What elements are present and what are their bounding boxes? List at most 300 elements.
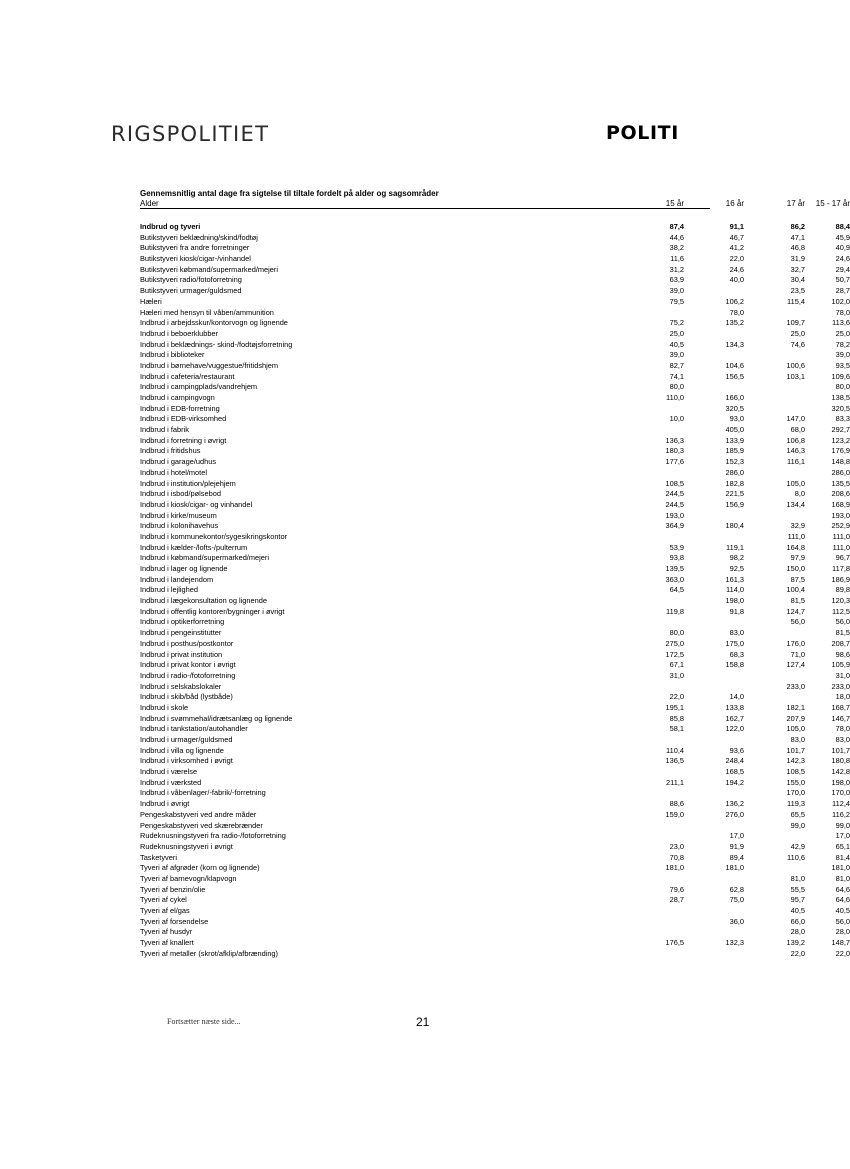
row-value: 97,9	[790, 553, 805, 563]
row-value: 29,4	[835, 264, 850, 274]
row-value: 23,0	[669, 841, 684, 851]
continued-note: Fortsætter næste side...	[167, 1017, 241, 1026]
row-value: 96,7	[835, 553, 850, 563]
row-label: Tyveri af el/gas	[140, 906, 190, 915]
row-value: 64,6	[835, 884, 850, 894]
row-value: 134,4	[786, 499, 805, 509]
row-value: 244,5	[665, 499, 684, 509]
row-value: 116,1	[787, 457, 805, 467]
row-label: Indbrud i våbenlager/-fabrik/-forretning	[140, 788, 266, 798]
row-value: 105,0	[786, 724, 805, 734]
row-value: 166,0	[725, 393, 744, 402]
row-value: 56,0	[835, 916, 850, 926]
row-label: Indbrud i tankstation/autohandler	[140, 724, 248, 734]
row-value: 124,7	[786, 606, 805, 616]
row-value: 32,9	[790, 521, 805, 531]
row-value: 14,0	[729, 692, 744, 702]
table-row	[140, 745, 850, 757]
row-value: 286,0	[725, 467, 744, 477]
row-value: 136,3	[665, 435, 684, 445]
table-row	[140, 820, 850, 832]
row-value: 25,0	[835, 328, 850, 338]
table-row	[140, 542, 850, 554]
table-row	[140, 553, 850, 564]
table-row	[140, 938, 850, 949]
row-value: 45,9	[835, 232, 850, 242]
row-value: 135,2	[725, 318, 744, 328]
row-label: Indbrud i garage/udhus	[140, 457, 217, 467]
row-value: 286,0	[831, 467, 850, 477]
row-value: 172,5	[665, 649, 684, 659]
row-value: 80,0	[835, 382, 850, 392]
row-label: Indbrud i lager og lignende	[140, 564, 228, 573]
row-label: Indbrud i EDB-forretning	[140, 403, 220, 413]
row-label: Indbrud i kolonihavehus	[140, 521, 219, 531]
row-label: Indbrud i institution/plejehjem	[140, 478, 236, 488]
row-label: Indbrud i fabrik	[140, 425, 189, 435]
row-value: 168,5	[725, 767, 744, 777]
row-label: Indbrud i fritidshus	[140, 446, 201, 456]
row-value: 114,0	[726, 585, 744, 595]
row-value: 136,5	[665, 756, 684, 766]
row-value: 119,3	[787, 799, 805, 809]
row-value: 155,0	[786, 777, 805, 787]
row-label: Indbrud i radio-/fotoforretning	[140, 670, 236, 680]
page-number: 21	[416, 1015, 430, 1029]
table-row	[140, 222, 850, 233]
row-value: 31,0	[835, 670, 850, 680]
table-row	[140, 809, 850, 821]
row-value: 68,3	[729, 649, 744, 659]
row-value: 221,5	[725, 489, 744, 499]
row-value: 180,3	[665, 446, 684, 456]
row-value: 103,1	[786, 371, 805, 381]
table-body	[140, 222, 850, 959]
row-value: 44,6	[669, 232, 684, 242]
row-value: 78,0	[835, 724, 850, 734]
table-row	[140, 339, 850, 351]
row-value: 168,9	[831, 499, 850, 509]
row-label: Indbrud i kirke/museum	[140, 510, 217, 520]
table-row	[140, 906, 850, 917]
row-value: 112,4	[832, 799, 850, 809]
table-row	[140, 254, 850, 265]
row-value: 320,5	[725, 403, 744, 413]
row-value: 58,1	[669, 724, 684, 734]
row-value: 67,1	[669, 660, 684, 670]
row-value: 39,0	[835, 350, 850, 360]
table-row	[140, 467, 850, 479]
table-row	[140, 681, 850, 693]
column-header-alder: Alder	[140, 199, 159, 208]
row-label: Indbrud i villa og lignende	[140, 745, 224, 755]
row-value: 176,5	[665, 938, 684, 948]
row-value: 110,6	[787, 852, 805, 862]
table-row	[140, 916, 850, 928]
table-row	[140, 767, 850, 778]
table-row	[140, 884, 850, 896]
row-value: 181,0	[831, 863, 850, 873]
row-label: Indbrud i urmager/guldsmed	[140, 735, 233, 744]
brand-logo-politi: POLITI	[606, 122, 679, 144]
row-value: 93,8	[669, 553, 684, 563]
row-value: 120,3	[831, 596, 850, 606]
row-label: Tyveri af benzin/olie	[140, 884, 206, 894]
table-row	[140, 852, 850, 864]
row-value: 122,0	[725, 724, 744, 734]
row-value: 11,6	[670, 254, 684, 264]
column-header-16: 16 år	[725, 199, 744, 208]
row-label: Indbrud i optikerforretning	[140, 617, 225, 627]
row-label: Indbrud i beklædnings- skind-/fodtøjsforretning	[140, 339, 293, 349]
row-label: Hæleri med hensyn til våben/ammunition	[140, 307, 274, 317]
row-value: 252,9	[831, 521, 850, 531]
row-value: 38,2	[669, 243, 684, 253]
row-value: 115,4	[787, 296, 805, 306]
table-row	[140, 414, 850, 425]
row-value: 55,5	[790, 884, 805, 894]
row-label: Indbrud i kommunekontor/sygesikringskontor	[140, 531, 288, 541]
row-value: 161,3	[725, 574, 744, 584]
row-value: 74,6	[790, 339, 805, 349]
row-label: Indbrud i svømmehal/idrætsanlæg og lignende	[140, 713, 293, 723]
row-value: 208,6	[831, 489, 850, 499]
table-row	[140, 606, 850, 618]
table-row	[140, 831, 850, 842]
row-value: 28,7	[835, 286, 850, 296]
row-label: Indbrud i lægekonsultation og lignende	[140, 596, 267, 606]
table-row	[140, 435, 850, 447]
row-label: Indbrud i værelse	[140, 767, 198, 777]
row-value: 64,5	[669, 585, 684, 595]
row-label: Indbrud i EDB-virksomhed	[140, 414, 227, 424]
table-row	[140, 895, 850, 906]
row-value: 63,9	[669, 275, 684, 285]
row-value: 82,7	[669, 360, 684, 370]
row-value: 98,6	[835, 649, 850, 659]
row-value: 64,6	[835, 895, 850, 905]
row-label: Indbrud i kiosk/cigar- og vinhandel	[140, 499, 253, 509]
row-value: 25,0	[790, 328, 805, 338]
row-value: 147,0	[786, 414, 805, 424]
row-label: Tyveri af metaller (skrot/afklip/afbrænding)	[140, 948, 279, 958]
column-header-17: 17 år	[786, 199, 805, 208]
row-value: 175,0	[725, 638, 744, 648]
row-value: 68,0	[790, 425, 805, 435]
table-row	[140, 692, 850, 703]
table-row	[140, 585, 850, 596]
table-row	[140, 638, 850, 650]
row-value: 22,0	[835, 948, 850, 958]
row-label: Indbrud i beboerklubber	[140, 328, 219, 338]
row-value: 405,0	[725, 425, 744, 435]
row-value: 109,6	[831, 371, 850, 381]
row-value: 275,0	[665, 638, 684, 648]
row-value: 56,0	[790, 617, 805, 627]
table-row	[140, 670, 850, 682]
table-title: Gennemsnitlig antal dage fra sigtelse til tiltale fordelt på alder og sagsområder	[140, 189, 439, 198]
row-value: 41,2	[729, 243, 744, 253]
row-value: 81,5	[790, 596, 805, 606]
column-header-15-17: 15 - 17 år	[815, 199, 850, 208]
row-value: 207,9	[786, 713, 805, 723]
row-value: 36,0	[729, 916, 744, 926]
table-row	[140, 382, 850, 393]
row-value: 181,0	[725, 863, 744, 873]
row-label: Tasketyveri	[140, 852, 177, 862]
table-row	[140, 489, 850, 500]
row-label: Butikstyveri købmand/supermarked/mejeri	[140, 264, 279, 274]
row-value: 195,1	[665, 702, 684, 712]
row-value: 31,0	[669, 670, 684, 680]
table-row	[140, 574, 850, 586]
table-row	[140, 446, 850, 457]
row-value: 23,5	[790, 286, 805, 296]
row-value: 24,6	[729, 264, 744, 274]
row-label: Indbrud i posthus/postkontor	[140, 638, 234, 648]
table-row	[140, 403, 850, 415]
row-label: Indbrud og tyveri	[140, 222, 201, 231]
row-value: 10,0	[669, 414, 684, 424]
row-value: 40,9	[835, 243, 850, 253]
row-value: 134,3	[725, 339, 744, 349]
row-label: Indbrud i børnehave/vuggestue/fritidshjem	[140, 360, 279, 370]
table-row	[140, 713, 850, 725]
row-value: 119,1	[726, 542, 744, 552]
row-value: 194,2	[725, 777, 744, 787]
row-value: 148,8	[831, 457, 850, 467]
row-value: 88,6	[669, 799, 684, 809]
row-value: 111,0	[832, 542, 850, 552]
row-value: 148,7	[831, 938, 850, 948]
table-header-row	[140, 198, 850, 209]
row-label: Indbrud i købmand/supermarked/mejeri	[140, 553, 269, 563]
table-row	[140, 350, 850, 361]
row-value: 108,5	[665, 478, 684, 488]
row-value: 127,4	[786, 660, 805, 670]
row-value: 46,7	[729, 232, 744, 242]
row-value: 276,0	[725, 809, 744, 819]
table-row	[140, 318, 850, 329]
row-value: 116,2	[832, 809, 850, 819]
table-row	[140, 457, 850, 468]
table-row	[140, 275, 850, 286]
row-value: 99,0	[835, 820, 850, 830]
row-label: Indbrud i isbod/pølsebod	[140, 489, 221, 499]
row-value: 8,0	[794, 489, 805, 499]
row-label: Rudeknusningstyveri i øvrigt	[140, 841, 233, 851]
row-value: 182,1	[786, 702, 805, 712]
row-value: 40,5	[669, 339, 684, 349]
row-value: 40,5	[835, 906, 850, 915]
row-label: Indbrud i selskabslokaler	[140, 681, 222, 691]
row-value: 81,0	[790, 873, 805, 883]
row-value: 22,0	[669, 692, 684, 702]
row-label: Pengeskabstyveri ved skærebrænder	[140, 820, 263, 830]
brand-wordmark-rigspolitiet: RIGSPOLITIET	[111, 122, 270, 146]
row-value: 363,0	[665, 574, 684, 584]
row-value: 111,0	[832, 531, 850, 541]
row-value: 28,7	[669, 895, 684, 905]
row-label: Butikstyveri radio/fotoforretning	[140, 275, 242, 285]
row-value: 53,9	[669, 542, 684, 552]
row-value: 79,5	[669, 296, 684, 306]
table-row	[140, 777, 850, 789]
row-label: Hæleri	[140, 296, 162, 306]
row-value: 104,6	[725, 360, 744, 370]
row-label: Butikstyveri fra andre forretninger	[140, 243, 250, 253]
row-label: Tyveri af knallert	[140, 938, 194, 948]
row-value: 32,7	[790, 264, 805, 274]
row-value: 136,2	[725, 799, 744, 809]
row-value: 66,0	[790, 916, 805, 926]
table-row	[140, 756, 850, 767]
row-label: Indbrud i skole	[140, 702, 189, 712]
row-value: 80,0	[669, 382, 684, 392]
row-value: 176,9	[831, 446, 850, 456]
row-value: 180,8	[831, 756, 850, 766]
row-value: 135,5	[831, 478, 850, 488]
row-value: 70,8	[669, 852, 684, 862]
row-value: 25,0	[669, 328, 684, 338]
row-value: 18,0	[835, 692, 850, 702]
row-value: 102,0	[831, 296, 850, 306]
row-value: 106,8	[786, 435, 805, 445]
row-value: 123,2	[831, 435, 850, 445]
row-value: 152,3	[725, 457, 744, 467]
row-value: 233,0	[831, 681, 850, 691]
row-value: 17,0	[729, 831, 744, 841]
row-label: Indbrud i biblioteker	[140, 350, 205, 360]
row-value: 87,4	[669, 222, 684, 231]
row-value: 101,7	[831, 745, 850, 755]
row-value: 364,9	[665, 521, 684, 531]
row-value: 88,4	[835, 222, 850, 231]
row-value: 31,9	[790, 254, 805, 264]
row-value: 93,6	[729, 745, 744, 755]
row-value: 110,4	[666, 745, 684, 755]
row-value: 24,6	[835, 254, 850, 264]
row-value: 198,0	[725, 596, 744, 606]
row-label: Indbrud i campingvogn	[140, 393, 215, 402]
row-value: 193,0	[831, 510, 850, 520]
row-value: 91,9	[729, 841, 744, 851]
row-label: Indbrud i privat kontor i øvrigt	[140, 660, 236, 670]
row-value: 91,8	[729, 606, 744, 616]
row-value: 93,5	[835, 360, 850, 370]
row-label: Indbrud i forretning i øvrigt	[140, 435, 227, 445]
row-value: 112,5	[832, 606, 850, 616]
row-label: Indbrud i privat institution	[140, 649, 223, 659]
row-value: 89,8	[835, 585, 850, 595]
table-row	[140, 264, 850, 276]
row-label: Indbrud i kælder-/lofts-/pulterrum	[140, 542, 248, 552]
table-row	[140, 660, 850, 671]
row-label: Tyveri af afgrøder (korn og lignende)	[140, 863, 260, 873]
row-value: 320,5	[831, 403, 850, 413]
row-value: 177,6	[665, 457, 684, 467]
table-row	[140, 841, 850, 853]
row-value: 146,3	[786, 446, 805, 456]
row-value: 75,2	[669, 318, 684, 328]
row-value: 17,0	[835, 831, 850, 841]
row-value: 91,1	[729, 222, 744, 231]
row-value: 22,0	[790, 948, 805, 958]
row-label: Tyveri af forsendelse	[140, 916, 209, 926]
row-value: 170,0	[786, 788, 805, 798]
table-row	[140, 649, 850, 661]
row-value: 100,6	[786, 360, 805, 370]
row-value: 133,9	[725, 435, 744, 445]
row-value: 170,0	[831, 788, 850, 798]
row-value: 168,7	[831, 702, 850, 712]
row-value: 31,2	[669, 264, 684, 274]
row-value: 181,0	[665, 863, 684, 873]
row-value: 110,0	[666, 393, 684, 402]
row-value: 30,4	[790, 275, 805, 285]
row-value: 186,9	[831, 574, 850, 584]
row-value: 119,8	[666, 606, 684, 616]
row-value: 65,5	[790, 809, 805, 819]
row-value: 75,0	[729, 895, 744, 905]
row-value: 56,0	[835, 617, 850, 627]
table-row	[140, 478, 850, 490]
row-label: Butikstyveri kiosk/cigar-/vinhandel	[140, 254, 251, 264]
table-row	[140, 617, 850, 628]
row-label: Rudeknusningstyveri fra radio-/fotoforretning	[140, 831, 286, 841]
row-value: 83,0	[835, 735, 850, 744]
row-value: 46,8	[790, 243, 805, 253]
table-row	[140, 360, 850, 372]
row-label: Indbrud i pengeinstitutter	[140, 628, 222, 638]
row-value: 139,2	[786, 938, 805, 948]
row-value: 211,1	[666, 777, 684, 787]
row-value: 208,7	[831, 638, 850, 648]
row-label: Indbrud i lejlighed	[140, 585, 198, 595]
row-value: 28,0	[790, 927, 805, 937]
row-value: 99,0	[790, 820, 805, 830]
row-value: 105,0	[786, 478, 805, 488]
table-row	[140, 243, 850, 254]
row-value: 182,8	[725, 478, 744, 488]
table-row	[140, 564, 850, 575]
row-value: 42,9	[790, 841, 805, 851]
row-value: 87,5	[790, 574, 805, 584]
row-value: 28,0	[835, 927, 850, 937]
table-row	[140, 499, 850, 511]
row-value: 83,0	[790, 735, 805, 744]
row-label: Tyveri af barnevogn/klapvogn	[140, 873, 237, 883]
row-value: 142,8	[831, 767, 850, 777]
row-value: 156,9	[725, 499, 744, 509]
row-value: 62,8	[729, 884, 744, 894]
row-value: 108,5	[786, 767, 805, 777]
row-value: 133,8	[725, 702, 744, 712]
row-value: 244,5	[665, 489, 684, 499]
row-value: 80,0	[669, 628, 684, 638]
row-label: Indbrud i landejendom	[140, 574, 214, 584]
row-value: 198,0	[831, 777, 850, 787]
table-row	[140, 799, 850, 810]
table-row	[140, 510, 850, 522]
row-label: Butikstyveri urmager/guldsmed	[140, 286, 242, 296]
table-row	[140, 296, 850, 308]
table-row	[140, 863, 850, 874]
column-header-15: 15 år	[665, 199, 684, 208]
row-label: Indbrud i skib/båd (lystbåde)	[140, 692, 233, 702]
table-row	[140, 735, 850, 746]
row-label: Indbrud i øvrigt	[140, 799, 190, 809]
